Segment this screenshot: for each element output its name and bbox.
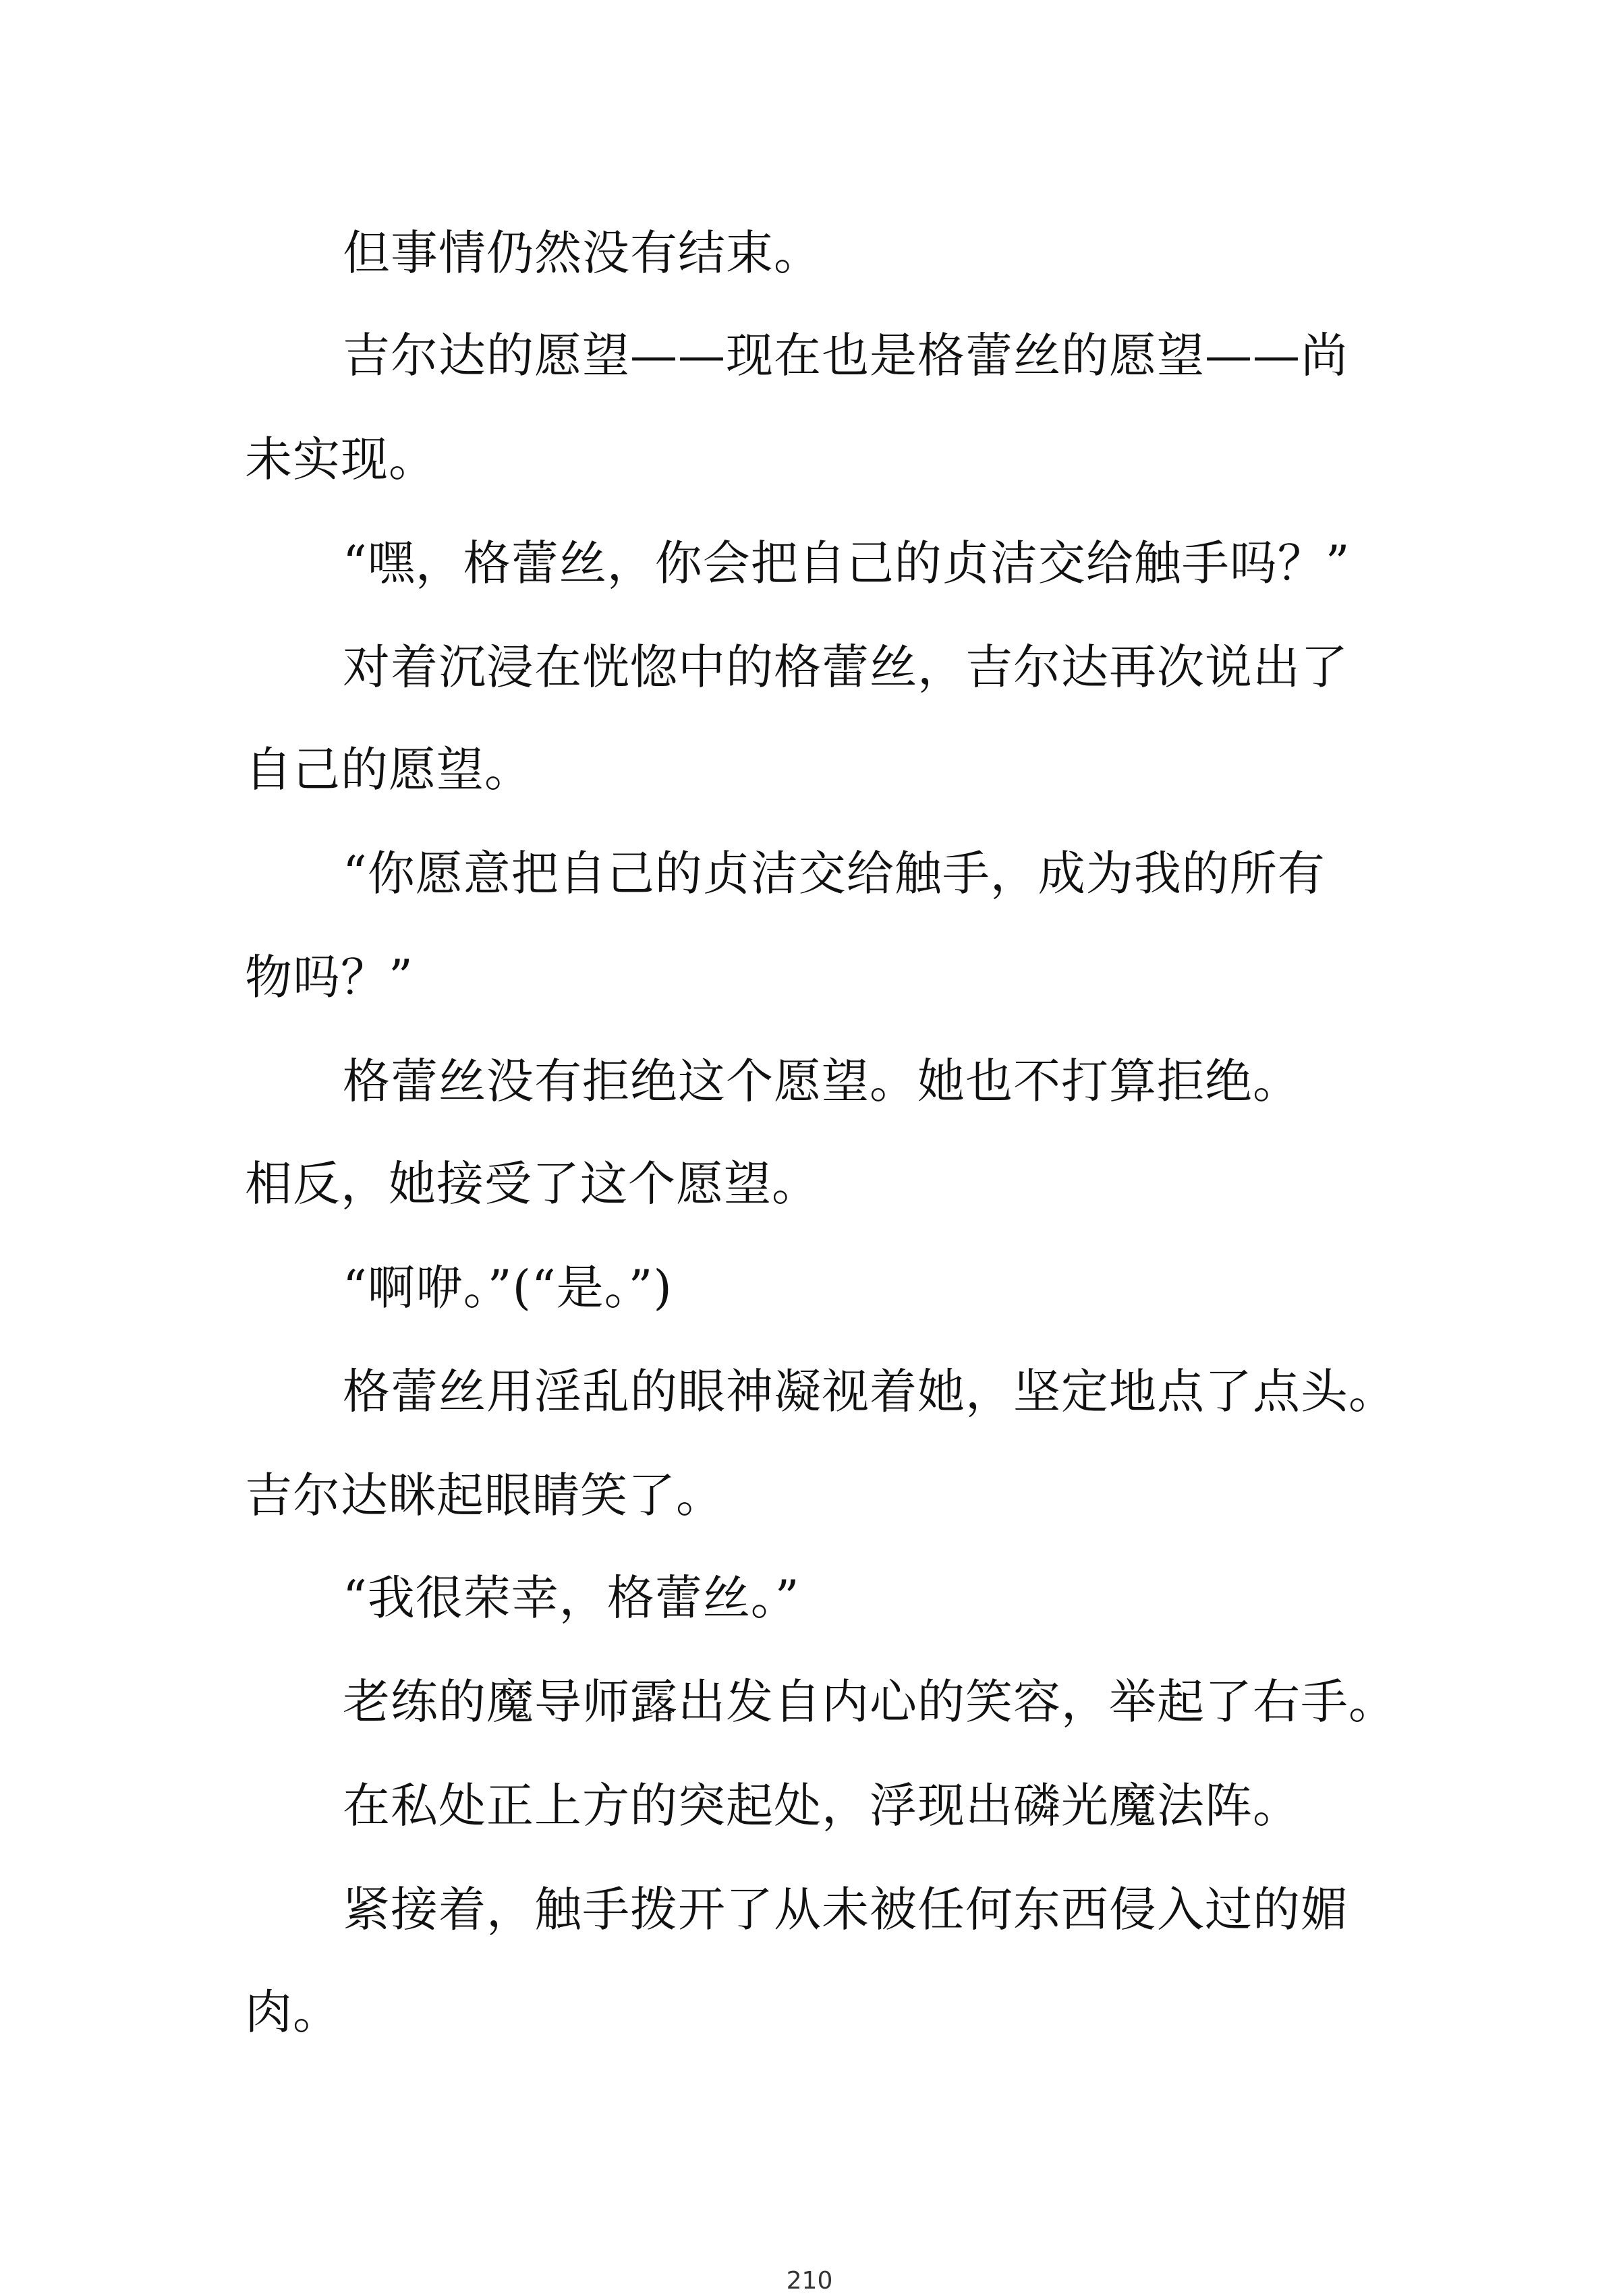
text-line: 吉尔达眯起眼睛笑了。 bbox=[245, 1468, 724, 1523]
text-line: 未实现。 bbox=[245, 432, 436, 487]
text-line: 格蕾丝没有拒绝这个愿望。她也不打算拒绝。 bbox=[343, 1054, 1301, 1109]
text-line: “你愿意把自己的贞洁交给触手，成为我的所有 bbox=[343, 846, 1326, 901]
text-line: “啊咿。”(“是。”) bbox=[343, 1260, 673, 1315]
text-line: 肉。 bbox=[245, 1984, 341, 2040]
text-line: 自己的愿望。 bbox=[245, 742, 532, 797]
text-line: 对着沉浸在恍惚中的格蕾丝，吉尔达再次说出了 bbox=[343, 639, 1348, 695]
text-line: 老练的魔导师露出发自内心的笑容，举起了右手。 bbox=[343, 1674, 1396, 1729]
text-line: 但事情仍然没有结束。 bbox=[343, 225, 822, 281]
text-line: “嘿，格蕾丝，你会把自己的贞洁交给触手吗？” bbox=[343, 536, 1351, 591]
text-line: 吉尔达的愿望——现在也是格蕾丝的愿望——尚 bbox=[343, 328, 1348, 383]
text-line: 物吗？” bbox=[245, 950, 414, 1005]
text-line: 紧接着，触手拨开了从未被任何东西侵入过的媚 bbox=[343, 1882, 1348, 1937]
text-line: 在私处正上方的突起处，浮现出磷光魔法阵。 bbox=[343, 1778, 1301, 1833]
text-line: “我很荣幸，格蕾丝。” bbox=[343, 1570, 800, 1626]
text-line: 相反，她接受了这个愿望。 bbox=[245, 1156, 820, 1211]
text-line: 格蕾丝用淫乱的眼神凝视着她，坚定地点了点头。 bbox=[343, 1364, 1396, 1419]
page-number: 210 bbox=[786, 2267, 833, 2295]
